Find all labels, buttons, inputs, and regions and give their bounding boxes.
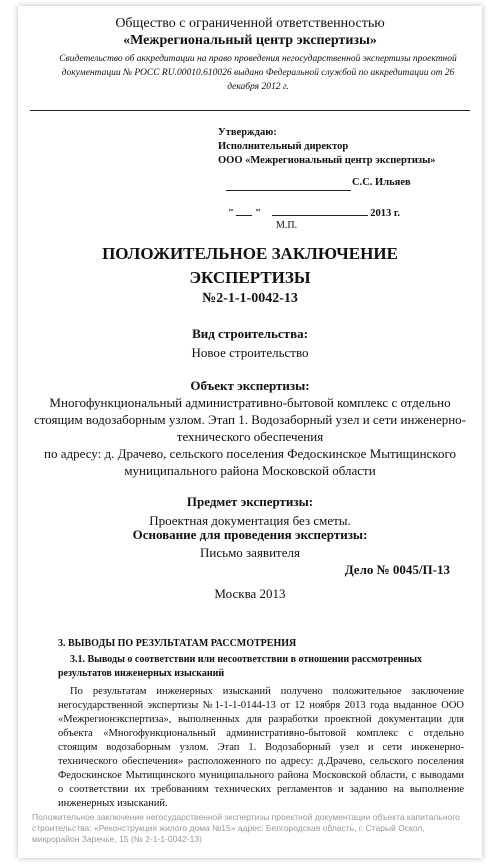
city-year: Москва 2013 bbox=[214, 586, 286, 601]
signature-line bbox=[226, 178, 351, 191]
expertise-object-label: Объект экспертизы: bbox=[190, 378, 310, 393]
approval-position-line2: ООО «Межрегиональный центр экспертизы» bbox=[218, 155, 436, 166]
section-body: По результатам инженерных изысканий получено положительное заключение негосударственной экспертизы №1-1-1-0144-13 от 12 ноября 2013 года выданное ООО «Межрегионэкспертиза», выполненных для разработки проектной документации для объекта «Многофункциональный административно-бытовой комплекс с отдельно стоящим водозаборным узлом. Этап 1. Водозаборный узел и сети инженерно-технического обеспечения» расположенного по адресу: д.Драчево, сельского поселения Федоскинское Мытищинского муниципального района Московской области, с выводами о соответствии их требованиям технических регламентов и заданию на выполнение инженерных изысканий. bbox=[58, 686, 464, 809]
construction-type-value: Новое строительство bbox=[191, 345, 309, 360]
document-title-line2: ЭКСПЕРТИЗЫ bbox=[189, 268, 311, 287]
stamp-place: М.П. bbox=[276, 220, 298, 231]
date-month-blank bbox=[272, 205, 368, 216]
org-name-line2: «Межрегиональный центр экспертизы» bbox=[123, 33, 377, 48]
accreditation-certificate: Свидетельство об аккредитации на право проведения негосударственной экспертизы проектной документации № РОСС RU.00010.610026 выдано Федеральной службой по аккредитации от 26 декабря 2012 г. bbox=[59, 54, 457, 92]
expertise-object-description: Многофункциональный административно-бытовой комплекс с отдельно стоящим водозаборным узлом. Этап 1. Водозаборный узел и сети инженерно-технического обеспечения bbox=[33, 395, 467, 444]
date-quote-close: " bbox=[255, 208, 261, 219]
org-name-line1: Общество с ограниченной ответственностью bbox=[115, 16, 385, 31]
expertise-subject-label: Предмет экспертизы: bbox=[186, 494, 314, 509]
approval-date-row bbox=[228, 205, 400, 219]
date-day-blank bbox=[236, 205, 252, 216]
section-subheading: 3.1. Выводы о соответствии или несоответствии в отношении рассмотренных результатов инженерных изысканий bbox=[58, 654, 423, 679]
page-footer: Положительное заключение негосударственной экспертизы проектной документации объекта капитального строительства: «Реконструкция жилого дома №15» адрес: Белгородская область, г. Старый Оскол, микрорайон Заречье, 15 (№ 2-1-1-0042-13) bbox=[32, 812, 460, 844]
header-divider bbox=[30, 110, 470, 111]
expertise-basis-label: Основание для проведения экспертизы: bbox=[132, 527, 368, 542]
expertise-subject-value: Проектная документация без сметы. bbox=[149, 513, 351, 528]
signer-name: С.С. Ильяев bbox=[352, 177, 411, 188]
document-title-line1: ПОЛОЖИТЕЛЬНОЕ ЗАКЛЮЧЕНИЕ bbox=[102, 244, 398, 263]
expertise-object-value bbox=[32, 394, 468, 479]
document-page bbox=[18, 6, 482, 858]
section-heading: 3. ВЫВОДЫ ПО РЕЗУЛЬТАТАМ РАССМОТРЕНИЯ bbox=[58, 638, 297, 649]
approval-heading: Утверждаю: bbox=[218, 127, 277, 138]
construction-type-label: Вид строительства: bbox=[192, 326, 308, 341]
date-year: 2013 г. bbox=[370, 208, 401, 219]
expertise-object-address: по адресу: д. Драчево, сельского поселения Федоскинское Мытищинского муниципального района Московской области bbox=[44, 446, 456, 478]
expertise-basis-value: Письмо заявителя bbox=[200, 545, 300, 560]
date-quote-open: " bbox=[228, 208, 234, 219]
case-number: Дело № 0045/П-13 bbox=[344, 562, 450, 577]
document-number: №2-1-1-0042-13 bbox=[202, 291, 298, 306]
approval-position-line1: Исполнительный директор bbox=[218, 141, 349, 152]
approval-position bbox=[218, 140, 458, 168]
